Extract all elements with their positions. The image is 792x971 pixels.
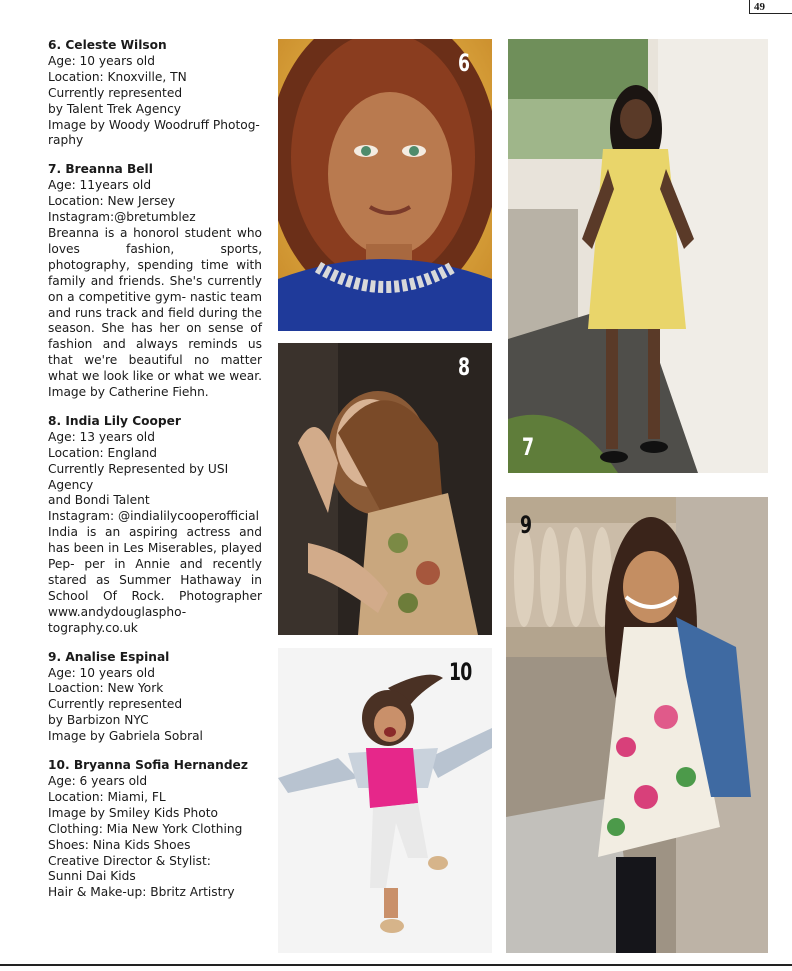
portrait-closeup-photo-icon	[278, 39, 492, 331]
photo-8	[278, 343, 492, 635]
photo-number: 7	[522, 433, 534, 461]
entry-line: Age: 11years old	[48, 178, 152, 193]
yellow-dress-portrait-photo-icon	[508, 39, 768, 473]
entry-name: 8. India Lily Cooper	[48, 413, 181, 428]
entry-line: Sunni Dai Kids	[48, 869, 136, 884]
caption-entry-9	[48, 650, 262, 745]
entry-bio: India is an aspiring actress and has been in Les Miserables, played Pep- per in Annie and recently stared as Summer Hathaway in School Of Rock. Photographer www.andydouglaspho- tography.co.uk	[48, 525, 262, 635]
photo-number: 8	[458, 353, 470, 381]
entry-bio: Breanna is a honorol student who loves fashion, sports, photography, spending time with family and friends. She's currently on a competitive gym- nastic team and runs track and field during the season. She has her on sense of fashion and always reminds us that we're beautiful no matter what we look like or what we wear. Image by Catherine Fiehn.	[48, 225, 262, 400]
entry-line: Creative Director & Stylist:	[48, 853, 211, 868]
entry-line: Shoes: Nina Kids Shoes	[48, 837, 191, 852]
entry-line: by Barbizon NYC	[48, 713, 149, 728]
caption-entry-10	[48, 758, 262, 901]
photo-10	[278, 648, 492, 953]
entry-line: Location: New Jersey	[48, 194, 176, 209]
entry-line: Age: 13 years old	[48, 429, 155, 444]
caption-entry-7	[48, 162, 262, 401]
entry-line: and Bondi Talent	[48, 493, 150, 508]
entry-line: Image by Smiley Kids Photo	[48, 805, 218, 820]
photo-number: 10	[449, 658, 472, 686]
entry-name: 7. Breanna Bell	[48, 162, 153, 177]
entry-line: Age: 10 years old	[48, 53, 155, 68]
entry-line: Image by Woody Woodruff Photog-	[48, 117, 260, 132]
photo-number: 9	[520, 511, 532, 539]
entry-line: Loaction: New York	[48, 681, 164, 696]
photo-9	[506, 497, 768, 953]
entry-line: Age: 6 years old	[48, 773, 148, 788]
entry-line: by Talent Trek Agency	[48, 101, 182, 116]
caption-entry-6	[48, 38, 262, 149]
photo-number: 6	[458, 49, 470, 77]
entry-line: Image by Gabriela Sobral	[48, 729, 203, 744]
entry-line: Hair & Make-up: Bbritz Artistry	[48, 885, 235, 900]
entry-name: 9. Analise Espinal	[48, 649, 170, 664]
entry-name: 10. Bryanna Sofia Hernandez	[48, 758, 248, 773]
photo-7	[508, 39, 768, 473]
entry-line: Currently represented	[48, 85, 183, 100]
dark-studio-portrait-photo-icon	[278, 343, 492, 635]
page-number: 49	[749, 0, 792, 14]
entry-line: Location: Miami, FL	[48, 789, 166, 804]
entry-line: raphy	[48, 133, 84, 148]
entry-line: Location: Knoxville, TN	[48, 69, 187, 84]
jumping-kid-studio-photo-icon	[278, 648, 492, 953]
captions-column	[48, 38, 262, 914]
caption-entry-8	[48, 414, 262, 637]
entry-line: Location: England	[48, 445, 158, 460]
entry-line: Currently represented	[48, 697, 183, 712]
entry-line: Age: 10 years old	[48, 665, 155, 680]
photo-6	[278, 39, 492, 331]
stone-balustrade-portrait-photo-icon	[506, 497, 768, 953]
entry-name: 6. Celeste Wilson	[48, 38, 167, 52]
entry-line: Instagram:@bretumblez	[48, 210, 196, 225]
bottom-rule	[0, 964, 792, 966]
entry-line: Currently Represented by USI Agency	[48, 461, 229, 492]
entry-line: Instagram: @indialilycooperofficial	[48, 509, 260, 524]
entry-line: Clothing: Mia New York Clothing	[48, 821, 243, 836]
